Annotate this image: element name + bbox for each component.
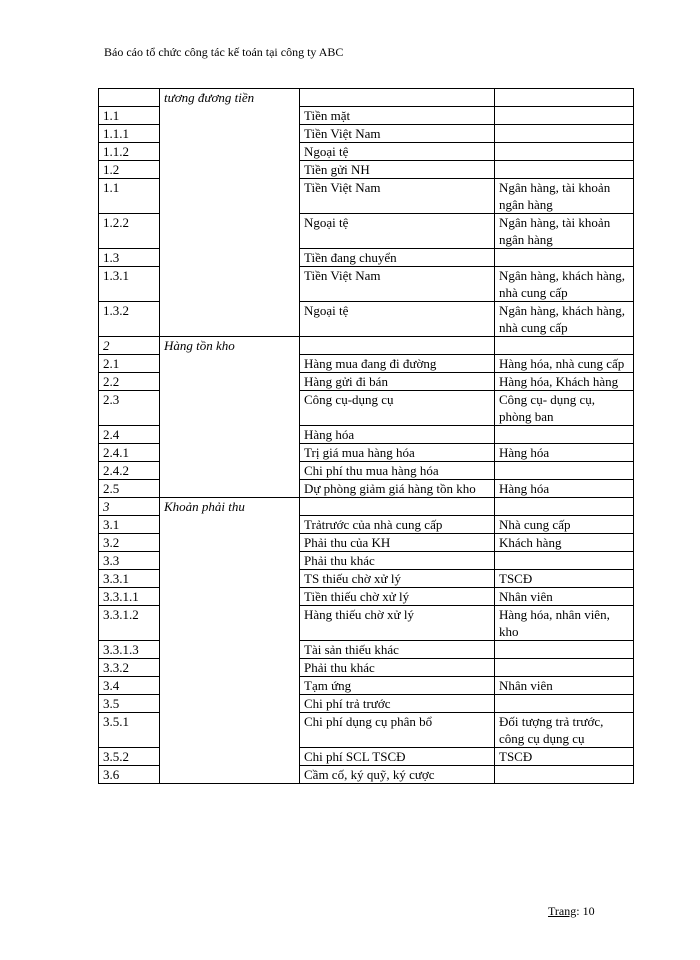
group-name-cell (160, 372, 300, 390)
account-code-cell: 1.3.1 (99, 266, 160, 301)
table-row (99, 372, 634, 390)
page-label-colon: : (576, 904, 580, 918)
account-code-cell: 3 (99, 497, 160, 515)
detail-object-cell (495, 336, 634, 354)
account-name-cell: Phải thu của KH (300, 533, 495, 551)
account-code-cell (99, 89, 160, 107)
detail-object-cell (495, 658, 634, 676)
table-row (99, 461, 634, 479)
table-row (99, 178, 634, 213)
account-name-cell: Phải thu khác (300, 658, 495, 676)
account-code-cell: 2.2 (99, 372, 160, 390)
table-row (99, 479, 634, 497)
table-row (99, 640, 634, 658)
account-name-cell: Hàng thiếu chờ xử lý (300, 605, 495, 640)
detail-object-cell: Nhà cung cấp (495, 515, 634, 533)
table-row (99, 765, 634, 783)
group-name-cell (160, 142, 300, 160)
group-name-cell (160, 213, 300, 248)
group-name-cell (160, 354, 300, 372)
account-name-cell: Hàng mua đang đi đường (300, 354, 495, 372)
group-name-cell (160, 551, 300, 569)
table-row (99, 301, 634, 336)
account-code-cell: 2 (99, 336, 160, 354)
account-code-cell: 3.2 (99, 533, 160, 551)
detail-object-cell: Hàng hóa, nhà cung cấp (495, 354, 634, 372)
group-name-cell (160, 658, 300, 676)
detail-object-cell: Hàng hóa, nhân viên, kho (495, 605, 634, 640)
table-row (99, 160, 634, 178)
group-name-cell (160, 533, 300, 551)
group-name-cell (160, 569, 300, 587)
section-row (99, 89, 634, 107)
detail-object-cell: Công cụ- dụng cụ, phòng ban (495, 390, 634, 425)
detail-object-cell (495, 89, 634, 107)
detail-object-cell (495, 765, 634, 783)
detail-object-cell: Hàng hóa, Khách hàng (495, 372, 634, 390)
detail-object-cell (495, 160, 634, 178)
group-name-cell (160, 443, 300, 461)
detail-object-cell: TSCĐ (495, 569, 634, 587)
group-name-cell (160, 461, 300, 479)
group-name-cell (160, 301, 300, 336)
detail-object-cell: Hàng hóa (495, 479, 634, 497)
detail-object-cell: Ngân hàng, khách hàng, nhà cung cấp (495, 266, 634, 301)
account-name-cell: Ngoại tệ (300, 213, 495, 248)
group-name-cell: Hàng tồn kho (160, 336, 300, 354)
group-name-cell (160, 694, 300, 712)
account-code-cell: 3.5.1 (99, 712, 160, 747)
table-row (99, 533, 634, 551)
detail-object-cell: Nhân viên (495, 676, 634, 694)
group-name-cell: Khoản phải thu (160, 497, 300, 515)
account-code-cell: 3.3.1 (99, 569, 160, 587)
account-code-cell: 1.1 (99, 106, 160, 124)
account-name-cell (300, 89, 495, 107)
table-row (99, 694, 634, 712)
section-row (99, 497, 634, 515)
accounts-table (98, 88, 634, 784)
group-name-cell (160, 747, 300, 765)
table-row (99, 605, 634, 640)
account-code-cell: 2.1 (99, 354, 160, 372)
group-name-cell (160, 479, 300, 497)
group-name-cell (160, 712, 300, 747)
detail-object-cell: Khách hàng (495, 533, 634, 551)
table-row (99, 676, 634, 694)
section-row (99, 336, 634, 354)
table-row (99, 515, 634, 533)
account-name-cell: Tiền Việt Nam (300, 124, 495, 142)
detail-object-cell: Ngân hàng, tài khoản ngân hàng (495, 178, 634, 213)
detail-object-cell (495, 461, 634, 479)
table-row (99, 569, 634, 587)
account-name-cell: Chi phí thu mua hàng hóa (300, 461, 495, 479)
page-header: Báo cáo tổ chức công tác kế toán tại công ty ABC (104, 45, 344, 59)
detail-object-cell: Ngân hàng, khách hàng, nhà cung cấp (495, 301, 634, 336)
group-name-cell (160, 106, 300, 124)
account-code-cell: 2.4.2 (99, 461, 160, 479)
table-row (99, 266, 634, 301)
page-label: Trang (548, 904, 577, 918)
page-footer (548, 903, 595, 919)
table-row (99, 354, 634, 372)
account-code-cell: 1.2.2 (99, 213, 160, 248)
account-name-cell: Chi phí trả trước (300, 694, 495, 712)
account-name-cell: Tạm ứng (300, 676, 495, 694)
group-name-cell (160, 640, 300, 658)
group-name-cell: tương đương tiền (160, 89, 300, 107)
detail-object-cell (495, 551, 634, 569)
group-name-cell (160, 605, 300, 640)
account-name-cell: Tiền mặt (300, 106, 495, 124)
account-code-cell: 1.1.1 (99, 124, 160, 142)
page-number: 10 (582, 904, 595, 918)
account-name-cell: Hàng hóa (300, 425, 495, 443)
detail-object-cell (495, 142, 634, 160)
account-code-cell: 2.3 (99, 390, 160, 425)
group-name-cell (160, 266, 300, 301)
table-row (99, 551, 634, 569)
account-code-cell: 3.3.2 (99, 658, 160, 676)
account-code-cell: 3.5.2 (99, 747, 160, 765)
account-code-cell: 3.3.1.2 (99, 605, 160, 640)
account-name-cell: Hàng gửi đi bán (300, 372, 495, 390)
account-code-cell: 1.1 (99, 178, 160, 213)
account-code-cell: 1.1.2 (99, 142, 160, 160)
account-name-cell: Ngoại tệ (300, 142, 495, 160)
table-row (99, 443, 634, 461)
account-name-cell: Tiền Việt Nam (300, 266, 495, 301)
account-code-cell: 3.5 (99, 694, 160, 712)
table-row (99, 213, 634, 248)
account-name-cell: Phải thu khác (300, 551, 495, 569)
account-name-cell: TS thiếu chờ xử lý (300, 569, 495, 587)
account-code-cell: 1.3 (99, 248, 160, 266)
group-name-cell (160, 160, 300, 178)
account-code-cell: 1.3.2 (99, 301, 160, 336)
table-row (99, 124, 634, 142)
detail-object-cell (495, 248, 634, 266)
account-name-cell: Cầm cố, ký quỹ, ký cược (300, 765, 495, 783)
account-code-cell: 2.4.1 (99, 443, 160, 461)
detail-object-cell (495, 124, 634, 142)
table-row (99, 106, 634, 124)
accounts-table-body (99, 89, 634, 784)
detail-object-cell (495, 497, 634, 515)
account-name-cell: Trị giá mua hàng hóa (300, 443, 495, 461)
account-code-cell: 3.1 (99, 515, 160, 533)
detail-object-cell: Hàng hóa (495, 443, 634, 461)
account-name-cell: Ngoại tệ (300, 301, 495, 336)
account-name-cell: Chi phí dụng cụ phân bổ (300, 712, 495, 747)
table-row (99, 658, 634, 676)
account-code-cell: 3.3.1.1 (99, 587, 160, 605)
group-name-cell (160, 765, 300, 783)
account-name-cell: Tiền gửi NH (300, 160, 495, 178)
table-row (99, 142, 634, 160)
account-name-cell: Tiền đang chuyển (300, 248, 495, 266)
account-code-cell: 3.6 (99, 765, 160, 783)
group-name-cell (160, 178, 300, 213)
table-row (99, 425, 634, 443)
group-name-cell (160, 248, 300, 266)
table-row (99, 712, 634, 747)
account-name-cell (300, 336, 495, 354)
table-row (99, 587, 634, 605)
detail-object-cell: Đối tượng trả trước, công cụ dụng cụ (495, 712, 634, 747)
group-name-cell (160, 587, 300, 605)
account-code-cell: 3.3.1.3 (99, 640, 160, 658)
account-name-cell: Tiền Việt Nam (300, 178, 495, 213)
account-code-cell: 2.4 (99, 425, 160, 443)
account-name-cell: Dự phòng giảm giá hàng tồn kho (300, 479, 495, 497)
account-code-cell: 2.5 (99, 479, 160, 497)
detail-object-cell: TSCĐ (495, 747, 634, 765)
table-row (99, 390, 634, 425)
detail-object-cell (495, 106, 634, 124)
group-name-cell (160, 124, 300, 142)
table-row (99, 747, 634, 765)
table-row (99, 248, 634, 266)
account-code-cell: 3.3 (99, 551, 160, 569)
group-name-cell (160, 515, 300, 533)
account-name-cell (300, 497, 495, 515)
account-name-cell: Chi phí SCL TSCĐ (300, 747, 495, 765)
group-name-cell (160, 676, 300, 694)
group-name-cell (160, 390, 300, 425)
group-name-cell (160, 425, 300, 443)
detail-object-cell (495, 640, 634, 658)
detail-object-cell: Nhân viên (495, 587, 634, 605)
detail-object-cell: Ngân hàng, tài khoản ngân hàng (495, 213, 634, 248)
account-name-cell: Tiền thiếu chờ xử lý (300, 587, 495, 605)
account-name-cell: Tài sản thiếu khác (300, 640, 495, 658)
detail-object-cell (495, 425, 634, 443)
account-code-cell: 1.2 (99, 160, 160, 178)
detail-object-cell (495, 694, 634, 712)
account-name-cell: Công cụ-dụng cụ (300, 390, 495, 425)
account-code-cell: 3.4 (99, 676, 160, 694)
account-name-cell: Trảtrước của nhà cung cấp (300, 515, 495, 533)
